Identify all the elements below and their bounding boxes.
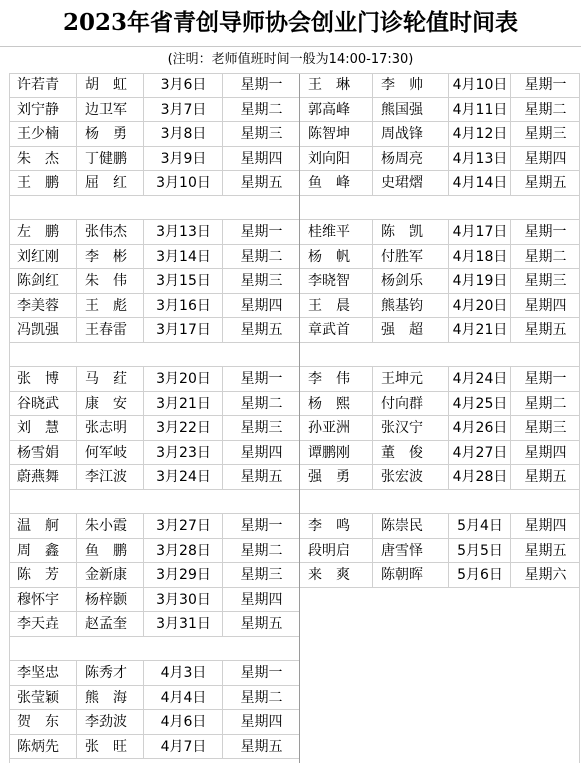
grid-line — [222, 367, 223, 490]
cell-date: 3月14日 — [156, 248, 211, 265]
grid-line — [76, 220, 77, 343]
cell-mentor-1: 杨 帆 — [308, 248, 350, 265]
cell-mentor-2: 张汉宁 — [381, 420, 423, 436]
cell-weekday: 星期二 — [524, 248, 567, 265]
cell-weekday: 星期一 — [240, 371, 283, 387]
grid-line — [299, 73, 300, 763]
cell-weekday: 星期五 — [240, 322, 283, 338]
cell-weekday: 星期三 — [524, 126, 567, 142]
cell-mentor-1: 张莹颖 — [17, 689, 59, 706]
cell-mentor-2: 边卫军 — [85, 101, 127, 118]
grid-line — [372, 220, 373, 343]
cell-date: 3月28日 — [156, 542, 211, 559]
cell-mentor-1: 刘宁静 — [17, 101, 59, 118]
cell-mentor-2: 马 荭 — [85, 371, 127, 387]
grid-line — [9, 758, 300, 759]
cell-weekday: 星期五 — [524, 175, 567, 191]
cell-date: 5月6日 — [457, 567, 503, 583]
grid-line — [448, 73, 449, 196]
cell-date: 4月3日 — [160, 665, 207, 681]
grid-line — [76, 514, 77, 637]
cell-mentor-1: 鱼 峰 — [308, 175, 350, 191]
cell-mentor-1: 陈剑红 — [17, 273, 59, 289]
cell-weekday: 星期三 — [240, 126, 283, 142]
cell-mentor-2: 王春雷 — [85, 322, 127, 338]
schedule-table — [9, 73, 580, 763]
grid-line — [579, 73, 580, 763]
cell-date: 4月27日 — [452, 444, 508, 461]
cell-mentor-1: 李 鸣 — [308, 518, 350, 534]
cell-date: 3月20日 — [156, 371, 211, 387]
cell-mentor-2: 王 彪 — [85, 297, 127, 314]
cell-weekday: 星期三 — [524, 420, 567, 436]
grid-line — [9, 636, 300, 637]
cell-weekday: 星期二 — [240, 542, 283, 559]
cell-mentor-1: 章武首 — [308, 322, 350, 338]
cell-mentor-2: 熊国强 — [381, 101, 423, 118]
grid-line — [9, 73, 10, 763]
cell-mentor-1: 贺 东 — [17, 714, 59, 730]
cell-mentor-1: 刘红刚 — [17, 248, 59, 265]
grid-line — [143, 514, 144, 637]
cell-weekday: 星期四 — [240, 714, 283, 730]
cell-date: 3月15日 — [156, 273, 211, 289]
cell-mentor-1: 李天垚 — [17, 616, 59, 632]
grid-line — [300, 489, 580, 490]
cell-weekday: 星期一 — [524, 77, 567, 93]
cell-weekday: 星期四 — [524, 518, 567, 534]
cell-mentor-1: 蔚燕舞 — [17, 469, 59, 485]
cell-mentor-1: 朱 杰 — [17, 150, 59, 167]
grid-line — [222, 514, 223, 637]
cell-mentor-1: 杨雪娟 — [17, 444, 59, 461]
cell-mentor-1: 冯凯强 — [17, 322, 59, 338]
cell-date: 3月27日 — [156, 518, 211, 534]
grid-line — [448, 220, 449, 343]
cell-mentor-1: 王 鹏 — [17, 175, 59, 191]
cell-weekday: 星期一 — [524, 224, 567, 240]
cell-mentor-1: 周 鑫 — [17, 542, 59, 559]
cell-mentor-1: 谷晓武 — [17, 395, 59, 412]
cell-mentor-2: 付向群 — [381, 395, 423, 412]
cell-mentor-1: 穆怀宇 — [17, 591, 59, 608]
cell-date: 4月19日 — [452, 273, 508, 289]
cell-weekday: 星期四 — [240, 150, 283, 167]
cell-date: 3月16日 — [156, 297, 211, 314]
cell-mentor-1: 郭高峰 — [308, 101, 350, 118]
cell-mentor-2: 陈朝晖 — [381, 567, 423, 583]
grid-line — [222, 661, 223, 759]
cell-weekday: 星期四 — [240, 444, 283, 461]
grid-line — [372, 514, 373, 588]
grid-line — [9, 73, 580, 74]
cell-mentor-2: 胡 虹 — [85, 77, 127, 93]
cell-mentor-2: 赵孟奎 — [85, 616, 127, 632]
cell-mentor-2: 陈秀才 — [85, 665, 127, 681]
grid-line — [9, 489, 300, 490]
cell-mentor-2: 周战锋 — [381, 126, 423, 142]
cell-mentor-2: 李 帅 — [381, 77, 423, 93]
grid-line — [76, 73, 77, 196]
cell-mentor-2: 付胜军 — [381, 248, 423, 265]
cell-date: 4月26日 — [452, 420, 508, 436]
grid-line — [143, 220, 144, 343]
cell-date: 5月5日 — [457, 542, 503, 559]
grid-line — [448, 514, 449, 588]
cell-date: 3月7日 — [160, 101, 207, 118]
cell-weekday: 星期五 — [240, 738, 283, 755]
cell-mentor-1: 陈 芳 — [17, 567, 59, 583]
cell-mentor-2: 丁健鹏 — [85, 150, 127, 167]
cell-weekday: 星期五 — [240, 175, 283, 191]
cell-date: 4月25日 — [452, 395, 508, 412]
cell-mentor-1: 张 博 — [17, 371, 59, 387]
cell-mentor-1: 谭鹏刚 — [308, 444, 350, 461]
grid-line — [448, 367, 449, 490]
cell-date: 3月22日 — [156, 420, 211, 436]
cell-weekday: 星期一 — [240, 665, 283, 681]
cell-mentor-1: 李 伟 — [308, 371, 350, 387]
cell-mentor-2: 朱小霞 — [85, 518, 127, 534]
grid-line — [76, 661, 77, 759]
cell-mentor-1: 王少楠 — [17, 126, 59, 142]
cell-mentor-2: 陈 凯 — [381, 224, 423, 240]
cell-weekday: 星期四 — [524, 297, 567, 314]
cell-date: 4月6日 — [160, 714, 207, 730]
cell-mentor-2: 史珺熠 — [381, 175, 423, 191]
cell-mentor-2: 何军岐 — [85, 444, 127, 461]
cell-mentor-1: 刘向阳 — [308, 150, 350, 167]
cell-date: 4月28日 — [452, 469, 508, 485]
cell-weekday: 星期五 — [524, 542, 567, 559]
grid-line — [9, 342, 300, 343]
cell-mentor-2: 陈崇民 — [381, 518, 423, 534]
cell-weekday: 星期二 — [240, 689, 283, 706]
cell-weekday: 星期一 — [240, 518, 283, 534]
cell-mentor-1: 来 爽 — [308, 567, 350, 583]
grid-line — [510, 514, 511, 588]
cell-mentor-2: 董 俊 — [381, 444, 423, 461]
grid-line — [510, 367, 511, 490]
cell-weekday: 星期六 — [524, 567, 567, 583]
cell-date: 4月4日 — [160, 689, 207, 706]
cell-mentor-1: 李晓智 — [308, 273, 350, 289]
cell-mentor-2: 屈 红 — [85, 175, 127, 191]
grid-line — [76, 367, 77, 490]
cell-weekday: 星期二 — [240, 395, 283, 412]
grid-line — [143, 73, 144, 196]
cell-mentor-2: 李江波 — [85, 469, 127, 485]
cell-mentor-2: 朱 伟 — [85, 273, 127, 289]
cell-mentor-1: 王 晨 — [308, 297, 350, 314]
cell-date: 4月24日 — [452, 371, 508, 387]
cell-mentor-2: 杨剑乐 — [381, 273, 423, 289]
cell-weekday: 星期四 — [240, 297, 283, 314]
cell-date: 4月18日 — [452, 248, 508, 265]
cell-date: 5月4日 — [457, 518, 503, 534]
cell-weekday: 星期一 — [240, 77, 283, 93]
cell-mentor-2: 张志明 — [85, 420, 127, 436]
grid-line — [300, 195, 580, 196]
cell-weekday: 星期三 — [240, 567, 283, 583]
cell-date: 4月10日 — [452, 77, 508, 93]
cell-mentor-2: 熊基钧 — [381, 297, 423, 314]
cell-mentor-2: 强 超 — [381, 322, 423, 338]
cell-date: 3月21日 — [156, 395, 211, 412]
cell-mentor-1: 左 鹏 — [17, 224, 59, 240]
cell-mentor-2: 杨梓颢 — [85, 591, 127, 608]
cell-mentor-2: 鱼 鹏 — [85, 542, 127, 559]
cell-mentor-2: 张 旺 — [85, 738, 127, 755]
cell-date: 4月12日 — [452, 126, 508, 142]
cell-mentor-1: 陈智坤 — [308, 126, 350, 142]
cell-weekday: 星期五 — [240, 616, 283, 632]
cell-mentor-2: 康 安 — [85, 395, 127, 412]
duty-time-note: (注明：老师值班时间一般为14:00-17:30) — [167, 52, 414, 67]
cell-weekday: 星期五 — [240, 469, 283, 485]
cell-date: 3月31日 — [156, 616, 211, 632]
cell-weekday: 星期三 — [524, 273, 567, 289]
cell-mentor-1: 李美蓉 — [17, 297, 59, 314]
grid-line — [222, 73, 223, 196]
cell-date: 3月8日 — [160, 126, 207, 142]
grid-line — [510, 220, 511, 343]
grid-line — [300, 342, 580, 343]
cell-weekday: 星期五 — [524, 322, 567, 338]
cell-mentor-2: 王坤元 — [381, 371, 423, 387]
cell-date: 3月6日 — [160, 77, 207, 93]
cell-date: 4月11日 — [452, 101, 508, 118]
cell-date: 4月14日 — [452, 175, 508, 191]
cell-mentor-2: 张宏波 — [381, 469, 423, 485]
cell-mentor-2: 李 彬 — [85, 248, 127, 265]
cell-date: 3月30日 — [156, 591, 211, 608]
grid-line — [143, 661, 144, 759]
cell-mentor-1: 刘 慧 — [17, 420, 59, 436]
cell-date: 3月9日 — [160, 150, 207, 167]
cell-mentor-2: 唐雪怿 — [381, 542, 423, 559]
grid-line — [222, 220, 223, 343]
grid-line — [372, 367, 373, 490]
cell-weekday: 星期二 — [240, 248, 283, 265]
cell-weekday: 星期一 — [524, 371, 567, 387]
cell-mentor-1: 温 舸 — [17, 518, 59, 534]
cell-date: 3月29日 — [156, 567, 211, 583]
cell-mentor-1: 许若青 — [17, 77, 59, 93]
cell-mentor-1: 李坚忠 — [17, 665, 59, 681]
grid-line — [143, 367, 144, 490]
cell-mentor-2: 张伟杰 — [85, 224, 127, 240]
cell-mentor-1: 段明启 — [308, 542, 350, 559]
cell-date: 4月20日 — [452, 297, 508, 314]
cell-date: 3月23日 — [156, 444, 211, 461]
cell-weekday: 星期二 — [524, 395, 567, 412]
cell-mentor-1: 桂维平 — [308, 224, 350, 240]
grid-line — [300, 587, 580, 588]
cell-date: 4月13日 — [452, 150, 508, 167]
cell-weekday: 星期四 — [524, 444, 567, 461]
cell-mentor-2: 杨周亮 — [381, 150, 423, 167]
cell-weekday: 星期一 — [240, 224, 283, 240]
cell-date: 3月24日 — [156, 469, 211, 485]
cell-weekday: 星期二 — [524, 101, 567, 118]
cell-date: 4月7日 — [160, 738, 207, 755]
cell-weekday: 星期四 — [524, 150, 567, 167]
cell-weekday: 星期三 — [240, 420, 283, 436]
cell-weekday: 星期三 — [240, 273, 283, 289]
cell-date: 3月13日 — [156, 224, 211, 240]
cell-date: 4月21日 — [452, 322, 508, 338]
cell-mentor-2: 李劲波 — [85, 714, 127, 730]
cell-mentor-1: 强 勇 — [308, 469, 350, 485]
cell-weekday: 星期四 — [240, 591, 283, 608]
grid-line — [9, 195, 300, 196]
cell-mentor-2: 金新康 — [85, 567, 127, 583]
cell-mentor-1: 孙亚洲 — [308, 420, 350, 436]
cell-date: 3月17日 — [156, 322, 211, 338]
cell-mentor-2: 杨 勇 — [85, 126, 127, 142]
cell-mentor-1: 王 琳 — [308, 77, 350, 93]
grid-line — [510, 73, 511, 196]
cell-mentor-1: 陈炳先 — [17, 738, 59, 755]
cell-date: 4月17日 — [452, 224, 508, 240]
cell-weekday: 星期五 — [524, 469, 567, 485]
cell-weekday: 星期二 — [240, 101, 283, 118]
cell-mentor-1: 杨 熙 — [308, 395, 350, 412]
page-title: 2023年省青创导师协会创业门诊轮值时间表 — [0, 0, 581, 47]
cell-mentor-2: 熊 海 — [85, 689, 127, 706]
cell-date: 3月10日 — [156, 175, 211, 191]
grid-line — [372, 73, 373, 196]
